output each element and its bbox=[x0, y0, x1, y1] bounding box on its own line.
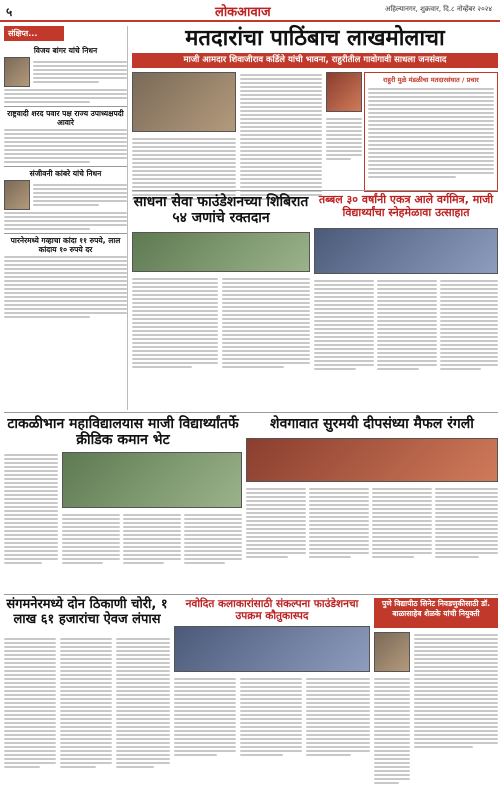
story3-body-col1 bbox=[314, 278, 374, 372]
story5-body-col3 bbox=[372, 486, 432, 560]
story8-body-col2 bbox=[374, 676, 410, 786]
story7-body-col1 bbox=[174, 676, 236, 758]
lead-sidebox bbox=[364, 72, 498, 192]
story4-body-col2 bbox=[62, 512, 120, 566]
lead-photo bbox=[326, 72, 362, 112]
briefs-title: संक्षिप्त... bbox=[4, 26, 64, 41]
story5-photo bbox=[246, 438, 498, 482]
brief-headline: विजय बांगर यांचे निधन bbox=[33, 46, 98, 55]
lead-body-col1 bbox=[132, 136, 236, 202]
story2-headline: साधना सेवा फाउंडेशनच्या शिबिरात ५४ जणांचे रक्तदान bbox=[133, 194, 309, 227]
brief-photo bbox=[4, 57, 30, 87]
story7-photo bbox=[174, 626, 370, 672]
briefs-sidebar bbox=[4, 26, 128, 410]
story8-body-col1 bbox=[414, 632, 498, 750]
story5-headline: शेवगावात सुरमयी दीपसंध्या मैफल रंगली bbox=[270, 416, 474, 432]
story5-body-col1 bbox=[246, 486, 306, 560]
story3-body-col2 bbox=[377, 278, 437, 372]
story8-headline: पुणे विद्यापीठ सिनेट निवडणुकीसाठी डॉ. बाळासाहेब शेळके यांची नियुक्ती bbox=[382, 599, 490, 618]
story5-body-col4 bbox=[435, 486, 498, 560]
story6-body-col2 bbox=[60, 636, 112, 770]
story2-body-col1 bbox=[132, 276, 218, 370]
story7-body-col2 bbox=[240, 676, 302, 758]
lead-body-col3 bbox=[326, 116, 362, 162]
edition-date: अहिल्यानगर, शुक्रवार, दि.८ नोव्हेंबर २०२४ bbox=[385, 5, 492, 13]
story6-body-col3 bbox=[116, 636, 170, 770]
story3-photo bbox=[314, 228, 498, 274]
story8-photo bbox=[374, 632, 410, 672]
story7-headline: नवोदित कलाकारांसाठी संकल्पना फाउंडेशनचा उपक्रम कौतुकास्पद bbox=[185, 598, 359, 623]
masthead: लोकआवाज bbox=[215, 5, 271, 20]
page-number: ५ bbox=[6, 5, 13, 19]
story7-body-col3 bbox=[306, 676, 370, 758]
story2-body-col2 bbox=[222, 276, 310, 370]
brief-headline: राष्ट्रवादी शरद पवार पक्ष राज्य उपाध्यक्षपदी आवारे bbox=[4, 106, 127, 127]
lead-subhead: माजी आमदार शिवाजीराव कर्डिले यांची भावना, राहुरीतील गावोगावी साधला जनसंवाद bbox=[132, 53, 498, 68]
story4-photo bbox=[62, 452, 242, 508]
story8-header-band bbox=[374, 598, 498, 628]
story4-body-col3 bbox=[123, 512, 181, 566]
lead-headline: मतदारांचा पाठिंबाच लाखमोलाचा bbox=[185, 26, 445, 51]
story4-body-col4 bbox=[184, 512, 242, 566]
story2-photo bbox=[132, 232, 310, 272]
story3-body-col3 bbox=[440, 278, 498, 372]
story6-headline: संगमनेरमध्ये दोन ठिकाणी चोरी, १ लाख ६१ हजारांचा ऐवज लंपास bbox=[6, 597, 168, 627]
brief-headline: संजीवनी कांबरे यांचे निधन bbox=[4, 166, 127, 178]
sidebox-title: राहुरी मुळे मंडळीचा मतदारसंघात / प्रचार bbox=[383, 76, 479, 84]
lead-body-col2 bbox=[240, 72, 322, 202]
story5-body-col2 bbox=[309, 486, 369, 560]
brief-headline: पारनेरमध्ये गव्हाचा कांदा ११ रुपये, लाल कांदाय १० रुपये दर bbox=[4, 233, 127, 254]
story3-headline: तब्बल ३० वर्षांनी एकत्र आले वर्गमित्र, माजी विद्यार्थ्यांचा स्नेहमेळावा उत्साहात bbox=[318, 193, 494, 219]
story4-body-col1 bbox=[4, 452, 58, 566]
story6-body-col1 bbox=[4, 636, 56, 770]
brief-photo bbox=[4, 180, 30, 210]
story4-headline: टाकळीभान महाविद्यालयास माजी विद्यार्थ्यांतर्फे क्रीडिक कमान भेट bbox=[7, 416, 239, 449]
candidate-photo bbox=[132, 72, 236, 132]
